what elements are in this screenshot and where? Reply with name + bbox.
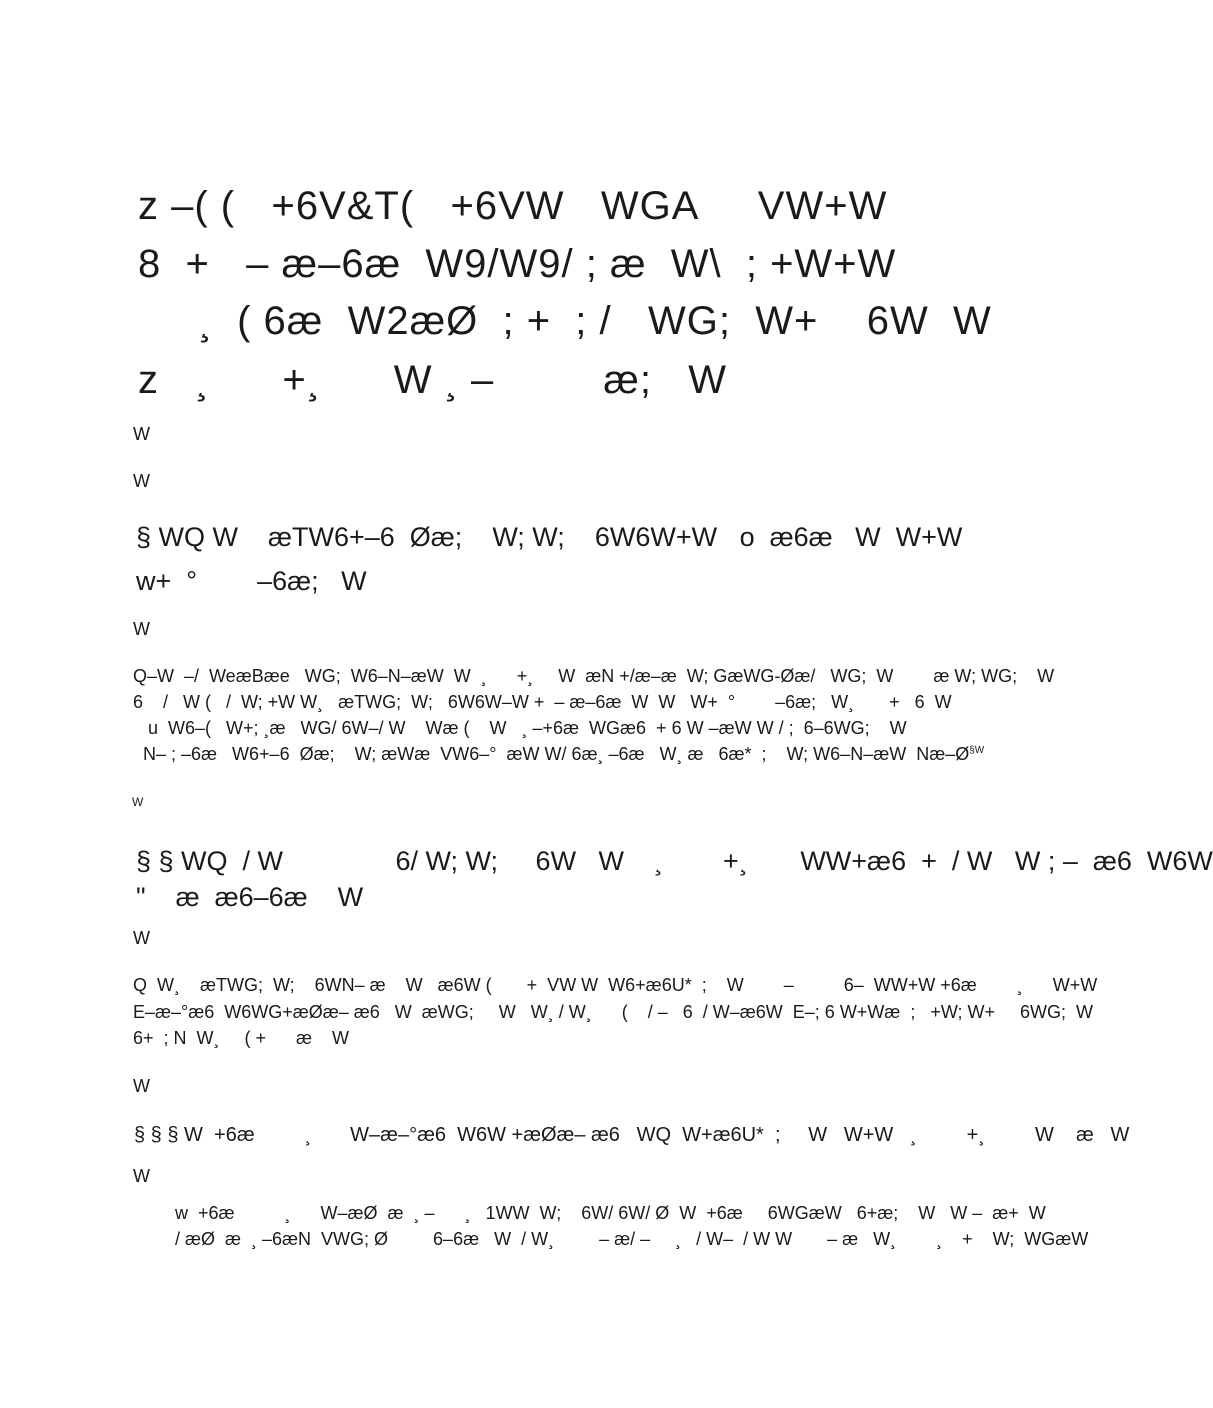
section-1-para-line-3: u W6–( W+; ¸æ WG/ 6W–/ W Wæ ( W ¸ –+6æ WGæ6 + 6 W –æW W / ; 6–6WG; W bbox=[133, 718, 907, 738]
section-2-end-mark: W bbox=[133, 1076, 150, 1096]
section-1-para-line-1: Q–W –/ WeæBæe WG; W6–N–æW W ¸ +¸ W æN +/æ–æ W; GæWG-Øæ/ WG; W æ W; WG; W bbox=[133, 666, 1055, 686]
section-3-para-line-2: / æØ æ ¸ –6æN VWG; Ø 6–6æ W / W¸ – æ/ – ¸ / W– / W W – æ W¸ ¸ + W; WGæW bbox=[175, 1229, 1089, 1249]
author-mark-2: W bbox=[133, 471, 150, 491]
section-2-heading-line-2: " æ æ6–6æ W bbox=[136, 882, 364, 912]
section-1-heading-line-2: w+ ° –6æ; W bbox=[136, 566, 367, 596]
footnote-marker: §W bbox=[969, 745, 985, 756]
title-line-4: z ¸ +¸ W ¸ – æ; W bbox=[138, 358, 728, 402]
section-2-para-line-2: E–æ–°æ6 W6WG+æØæ– æ6 W æWG; W W¸ / W¸ ( / – 6 / W–æ6W E–; 6 W+Wæ ; +W; W+ 6WG; W bbox=[133, 1002, 1093, 1022]
section-3-para-line-1: w +6æ ¸ W–æØ æ ¸ – ¸ 1WW W; 6W/ 6W/ Ø W +6æ 6WGæW 6+æ; W W – æ+ W bbox=[175, 1203, 1046, 1223]
section-1-para-line-2: 6 / W ( / W; +W W¸ æTWG; W; 6W6W–W + – æ–6æ W W W+ ° –6æ; W¸ + 6 W bbox=[133, 692, 952, 712]
section-1-mark: W bbox=[133, 619, 150, 639]
title-line-1: z –( ( +6V&T( +6VW WGA VW+W bbox=[138, 184, 888, 228]
section-2-para-line-1: Q W¸ æTWG; W; 6WN– æ W æ6W ( + VW W W6+æ6U* ; W – 6– WW+W +6æ ¸ W+W bbox=[133, 975, 1098, 995]
section-1-para-line-4-text: N– ; –6æ W6+–6 Øæ; W; æWæ VW6–° æW W/ 6æ¸ –6æ W¸ æ 6æ* ; W; W6–N–æW Næ–Ø bbox=[133, 744, 970, 764]
section-1-end-mark: W bbox=[132, 795, 144, 809]
section-1-heading-line-1: § WQ W æTW6+–6 Øæ; W; W; 6W6W+W o æ6æ W W+W bbox=[136, 522, 963, 552]
title-line-3: ¸ ( 6æ W2æØ ; + ; / WG; W+ 6W W bbox=[138, 299, 992, 343]
section-2-mark: W bbox=[133, 928, 150, 948]
title-line-2: 8 + – æ–6æ W9/W9/ ; æ W\ ; +W+W bbox=[138, 242, 897, 286]
author-mark-1: W bbox=[133, 424, 150, 444]
section-2-heading-line-1: § § WQ / W 6/ W; W; 6W W ¸ +¸ WW+æ6 + / W W ; – æ6 W6W bbox=[136, 846, 1213, 876]
section-3-heading: § § § W +6æ ¸ W–æ–°æ6 W6W +æØæ– æ6 WQ W+æ6U* ; W W+W ¸ +¸ W æ W bbox=[134, 1124, 1130, 1146]
section-1-para-line-4 bbox=[133, 745, 984, 763]
section-2-para-line-3: 6+ ; N W¸ ( + æ W bbox=[133, 1028, 350, 1048]
section-3-mark: W bbox=[133, 1166, 150, 1186]
